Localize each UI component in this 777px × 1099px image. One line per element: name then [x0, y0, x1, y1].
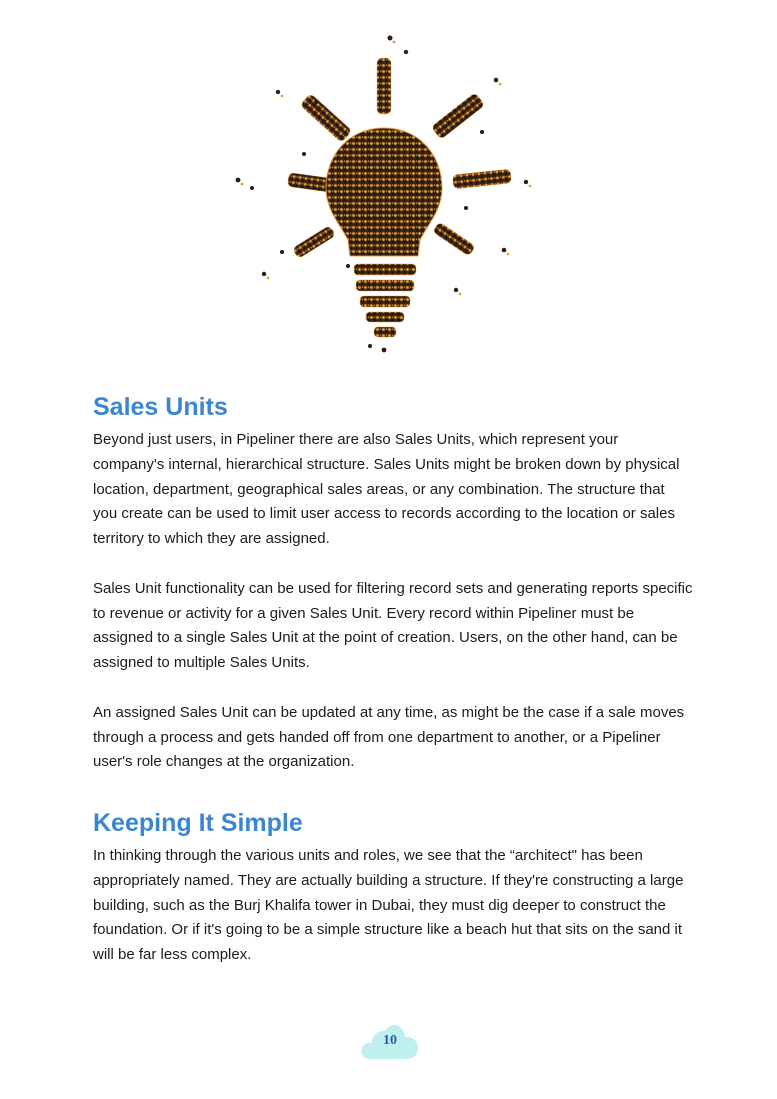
page-number: 10: [383, 1033, 397, 1048]
paragraph: Sales Unit functionality can be used for filtering record sets and generating reports specific to revenue or activity for a given Sales Unit. Every record within Pipeliner must be assigned to a single Sales Unit at the point of creation. Users, on the other hand, can be assigned to multiple Sales Units.: [93, 579, 693, 672]
paragraph: Beyond just users, in Pipeliner there are also Sales Units, which represent your company's internal, hierarchical structure. Sales Units might be broken down by physical location, department, geographical sales areas, or any combination. The structure that you create can be used to limit user access to records according to the location or sales territory to which they are assigned.: [93, 431, 680, 548]
keeping-it-simple-section: [93, 808, 693, 968]
paragraph: An assigned Sales Unit can be updated at any time, as might be the case if a sale moves through a process and gets handed off from one department to another, or a Pipeliner user's role changes at the organization.: [93, 703, 685, 771]
section-heading: Keeping It Simple: [93, 809, 303, 837]
lightbulb-icon: [220, 28, 540, 368]
sales-units-section: [93, 392, 693, 775]
page-number-badge: [360, 1021, 420, 1061]
section-heading: Sales Units: [93, 393, 228, 421]
lightbulb-crowd-illustration: [220, 28, 540, 368]
paragraph: In thinking through the various units and roles, we see that the “architect" has been appropriately named. They are actually building a structure. If they're constructing a large building, such as the Burj Khalifa tower in Dubai, they must dig deeper to construct the foundation. Or if it's going to be a simple structure like a beach hut that sits on the sand it will be far less complex.: [93, 847, 684, 964]
